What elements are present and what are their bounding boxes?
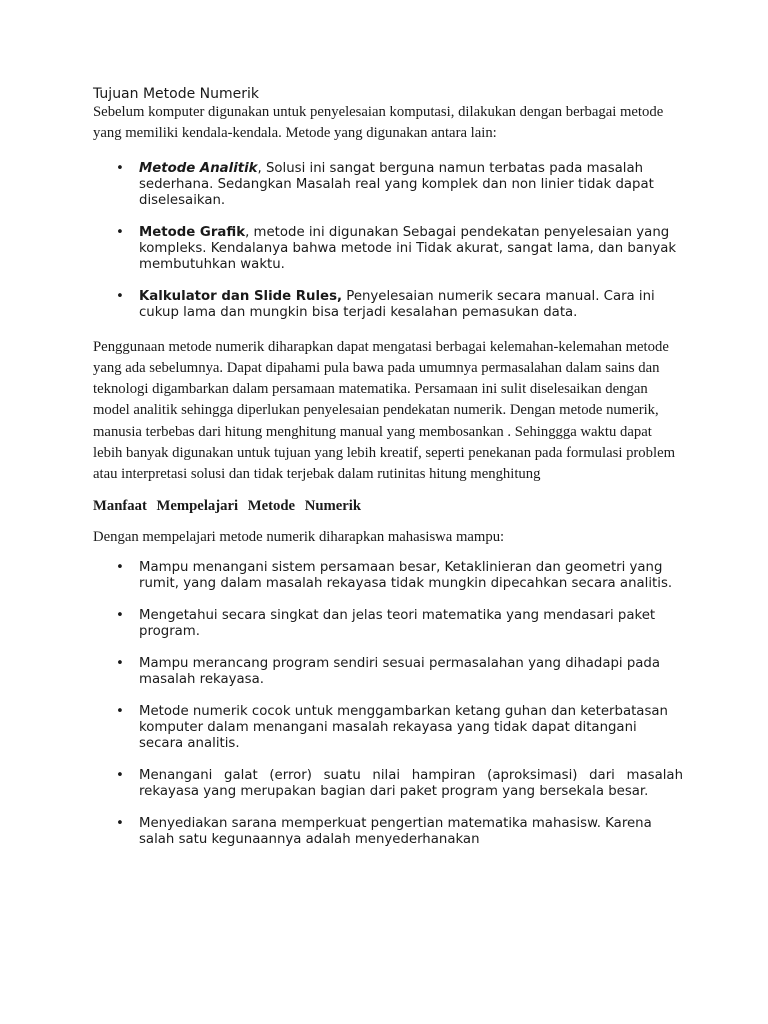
list-item [93,560,683,592]
benefit-text: Mampu menangani sistem persamaan besar, Ketaklinieran dan geometri yang rumit, yang dalam masalah rekayasa tidak mungkin dipecahkan secara analitis. [139,560,673,592]
benefit-text: Metode numerik cocok untuk menggambarkan ketang guhan dan keterbatasan komputer dalam menangani masalah rekayasa yang tidak dapat ditangani secara analitis. [139,704,668,752]
bullet-icon: • [116,608,124,624]
list-item [93,816,683,848]
benefit-text: Mengetahui secara singkat dan jelas teori matematika yang mendasari paket program. [139,608,656,640]
bullet-icon: • [116,288,124,304]
benefit-text: Mampu merancang program sendiri sesuai permasalahan yang dihadapi pada masalah rekayasa. [139,656,661,688]
benefit-text: Menangani galat (error) suatu nilai hampiran (aproksimasi) dari masalah rekayasa yang merupakan bagian dari paket program yang bersekala besar. [139,768,683,800]
list-item [93,608,683,640]
method-text: , Solusi ini sangat berguna namun terbatas pada masalah sederhana. Sedangkan Masalah real yang komplek dan non linier tidak dapat diselesaikan. [139,160,654,208]
bullet-icon: • [116,704,124,720]
list-item [93,161,683,209]
section-intro: Dengan mempelajari metode numerik diharapkan mahasiswa mampu: [93,528,505,545]
bullet-icon: • [116,656,124,672]
document-title: Tujuan Metode Numerik [93,86,260,102]
methods-list [93,161,683,321]
method-text: , metode ini digunakan Sebagai pendekatan penyelesaian yang kompleks. Kendalanya bahwa metode ini Tidak akurat, sangat lama, dan banyak membutuhkan waktu. [139,224,677,272]
method-term: Metode Grafik [139,224,246,240]
bullet-icon: • [116,224,124,240]
body-paragraph: Penggunaan metode numerik diharapkan dapat mengatasi berbagai kelemahan-kelemahan metode yang ada sebelumnya. Dapat dipahami pula bawa pada umumnya permasalahan dalam sains dan teknologi digambarkan dalam persamaan matematika. Persamaan ini sulit diselesaikan dengan model analitik sehingga diperlukan penyelesaian pendekatan numerik. Dengan metode numerik, manusia terbebas dari hitung menghitung manual yang membosankan . Sehinggga waktu dapat lebih banyak digunakan untuk tujuan yang lebih kreatif, seperti penekanan pada formulasi problem atau interpretasi solusi dan tidak terjebak dalam rutinitas hitung menghitung [93,338,676,483]
intro-paragraph: Sebelum komputer digunakan untuk penyelesaian komputasi, dilakukan dengan berbagai metode yang memiliki kendala-kendala. Metode yang digunakan antara lain: [93,104,664,142]
section-heading: Manfaat Mempelajari Metode Numerik [93,497,362,514]
list-item [93,704,683,752]
list-item [93,768,683,800]
bullet-icon: • [116,816,124,832]
benefits-list [93,560,683,848]
bullet-icon: • [116,768,124,784]
benefit-text: Menyediakan sarana memperkuat pengertian matematika mahasisw. Karena salah satu kegunaannya adalah menyederhanakan [139,816,652,848]
document-page [93,86,683,864]
method-text: Penyelesaian numerik secara manual. Cara ini cukup lama dan mungkin bisa terjadi kesalahan pemasukan data. [139,288,655,320]
method-term: Metode Analitik [139,160,258,176]
list-item [93,225,683,273]
list-item [93,656,683,688]
bullet-icon: • [116,560,124,576]
list-item [93,289,683,321]
method-term: Kalkulator dan Slide Rules, [139,288,343,304]
bullet-icon: • [116,160,124,176]
